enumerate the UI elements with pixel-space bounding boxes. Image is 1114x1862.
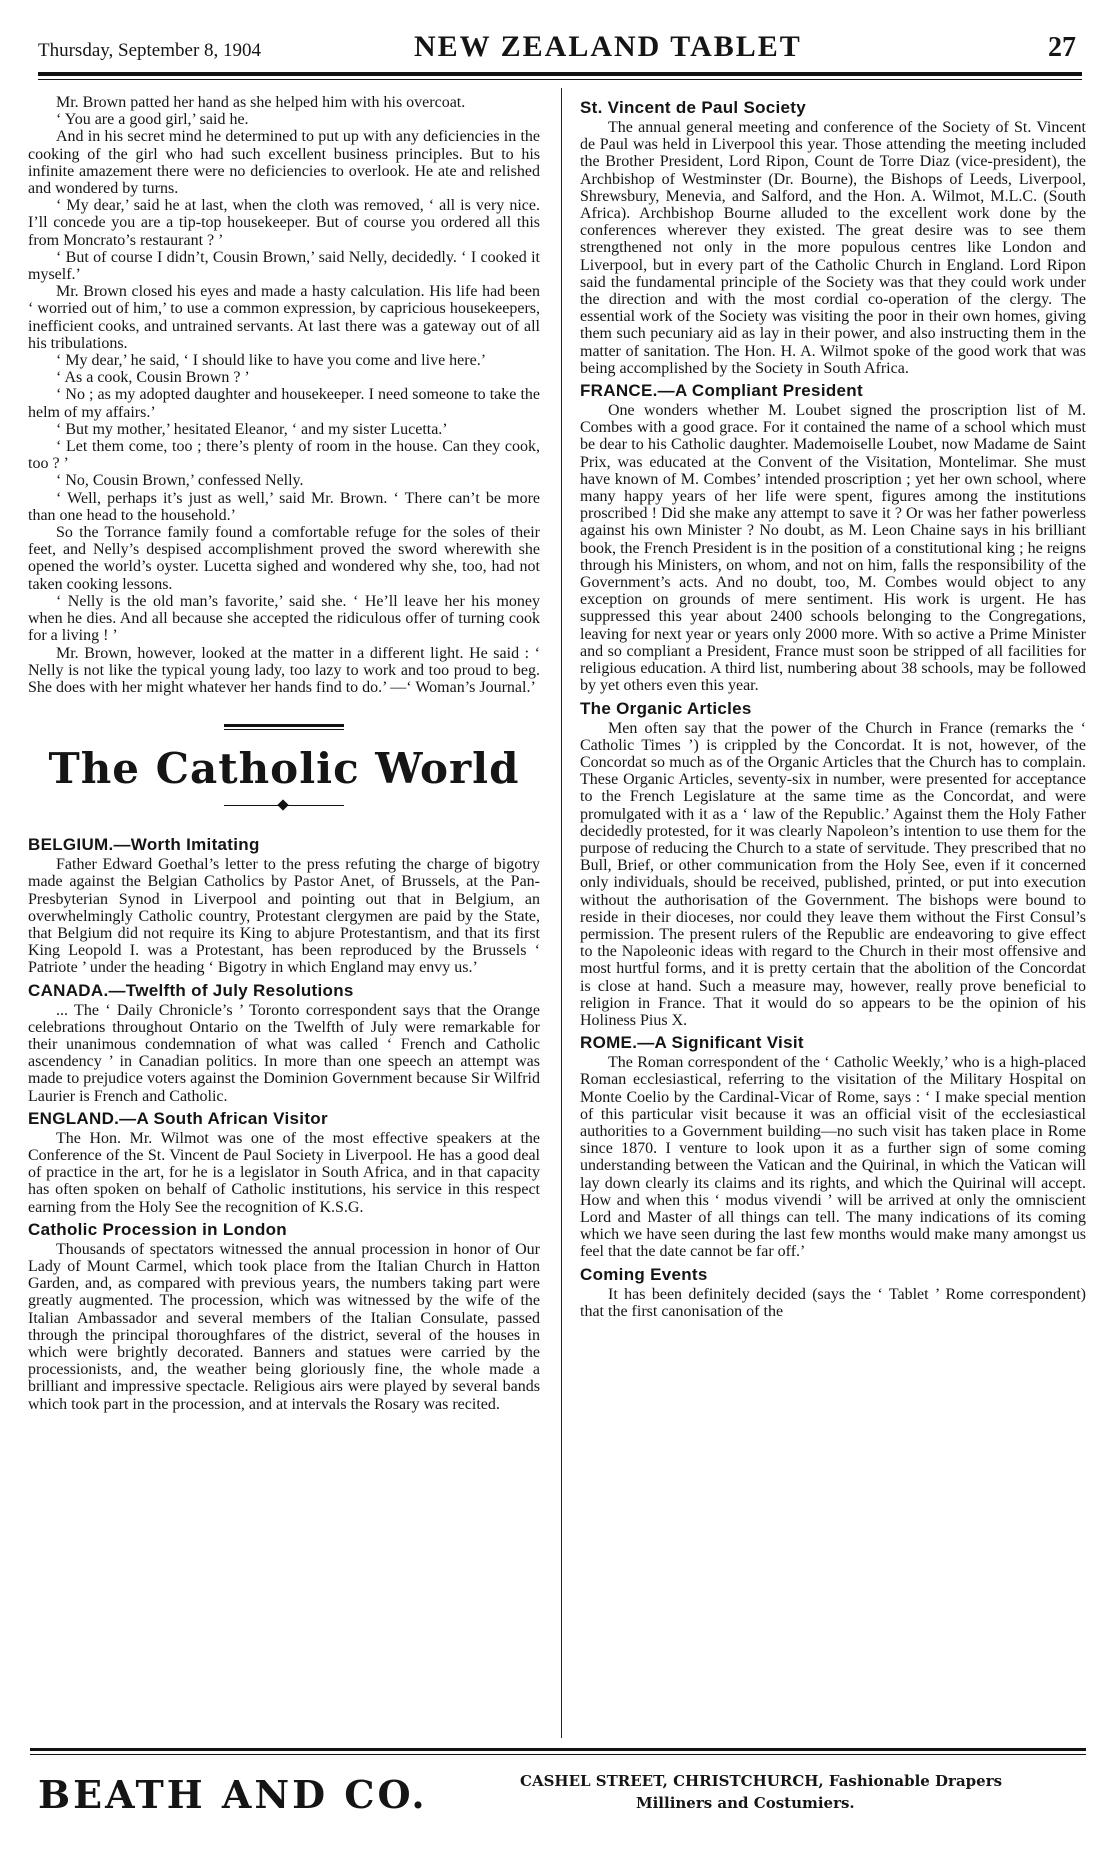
banner-rule [224,724,344,730]
advertiser-name: BEATH AND CO. [38,1772,428,1817]
section-banner [28,724,540,811]
diamond-icon [277,799,288,810]
article-heading-organic: The Organic Articles [580,698,752,718]
story-continuation [28,94,540,696]
advertisement-footer [30,1748,1086,1838]
article-body-rome: The Roman correspondent of the ‘ Catholic Weekly,’ who is a high-placed Roman ecclesiastical, referring to the visitation of the Military Hospital on Monte Coelio by the Cardinal-Vicar of Rome, says : ‘ I make special mention of this particular visit because it was an official visit of the ecclesiastical authorities to a Government building—no such visit has taken place in Rome since 1870. I venture to look upon it as a further sign of some coming understanding between the Vatican and the Quirinal, in which the Vatican will lay down clearly its claims and its rights, and which the Quirinal will accept. How and when this ‘ modus vivendi ’ will be arrived at only the omniscient Lord and Master of all things can tell. The many indications of its coming which we have seen during the last few months would make many amongst us feel that the date cannot be far off.’ [580,1054,1086,1261]
page-header [38,18,1082,80]
ornament-divider [224,801,344,811]
story-paragraph: ‘ No ; as my adopted daughter and housekeeper. I need someone to take the helm of my affairs.’ [28,386,540,421]
story-paragraph: ‘ Nelly is the old man’s favorite,’ said she. ‘ He’ll leave her his money when he dies. And all because she accepted the ridiculous offer of turning cook for a living ! ’ [28,592,540,645]
article-body-svp: The annual general meeting and conference of the Society of St. Vincent de Paul was held in Liverpool this year. Those attending the meeting included the Brother President, Lord Ripon, Count de Torre Diaz (vice-president), the Archbishop of Westminster (Dr. Bourne), the Bishops of Leeds, Liverpool, Shrewsbury, Menevia, and Salford, and the Hon. A. Wilmot, M.L.C. (South Africa). Archbishop Bourne alluded to the excellent work done by the conferences wherever they existed. The great desire was to see them strengthened not only in the more populous centres like London and Liverpool, but in every part of the Catholic Church in England. Lord Ripon said the fundamental principle of the Society was that they could work under the direction and with the most cordial co-operation of the clergy. The essential work of the Society was visiting the poor in their own homes, giving them such pecuniary aid as lay in their power, and also instructing them in the matter of sanitation. The Hon. H. A. Wilmot spoke of the good work that was being accomplished by the Society in South Africa. [580,119,1086,377]
story-paragraph: ‘ My dear,’ said he at last, when the cloth was removed, ‘ all is very nice. I’ll concede you are a tip-top housekeeper. But of course you ordered all this from Moncrato’s restaurant ? ’ [28,197,540,249]
article-heading-svp: St. Vincent de Paul Society [580,98,807,117]
article-body-england: The Hon. Mr. Wilmot was one of the most effective speakers at the Conference of the St. Vincent de Paul Society in Liverpool. He has a good deal of practice in the art, for he is a legislator in South Africa, and in that capacity has often spoken on behalf of Catholic institutions, his service in this respect earning from the Holy See the recognition of K.S.G. [28,1129,540,1216]
issue-date: Thursday, September 8, 1904 [38,40,262,61]
story-paragraph: So the Torrance family found a comfortable refuge for the soles of their feet, and Nelly’s despised accomplishment proved the sword wherewith she opened the world’s oyster. Lucetta sighed and wondered why she, too, had not taken cooking lessons. [28,524,540,593]
story-paragraph: ‘ Let them come, too ; there’s plenty of room in the house. Can they cook, too ? ’ [28,438,540,473]
footer-rule [30,1748,1086,1751]
advertiser-subline: Milliners and Costumiers. [636,1794,855,1812]
article-body-france: One wonders whether M. Loubet signed the proscription list of M. Combes with a good grace. For it contained the name of a school which must be dear to his Catholic daughter. Mademoiselle Loubet, now Madame de Saint Prix, was educated at the Convent of the Visitation, Montelimar. She must have known of M. Combes’ intended proscription ; yet her own school, where many happy years of her life were spent, figures among the institutions proscribed ! Did she make any attempt to save it ? Or was her father powerless against his own Minister ? No doubt, as M. Leon Chaine says in his brilliant book, the French President is in the position of a constitutional king ; he reigns through his Ministers, on whom, and not on him, falls the responsibility of the Government’s acts. And no doubt, too, M. Combes would object to any exception on grounds of mere sentiment. His work is urgent. He has suppressed this year about 2400 schools belonging to the Congregations, leaving for next year or years only 2000 more. With so active a Prime Minister and so compliant a President, France must soon be stripped of all facilities for religious education. A third list, numbering about 38 schools, may be followed by yet others even this year. [580,402,1086,695]
story-paragraph: Mr. Brown patted her hand as she helped him with his overcoat. [56,94,466,111]
header-rule [38,72,1082,76]
story-paragraph: ‘ But my mother,’ hesitated Eleanor, ‘ and my sister Lucetta.’ [56,420,448,438]
story-paragraph: Mr. Brown, however, looked at the matter in a different light. He said : ‘ Nelly is not like the typical young lady, too lazy to work and too proud to beg. She does with her might whatever her hands find to do.’ —‘ Woman’s Journal.’ [28,644,540,696]
article-heading-belgium: BELGIUM.—Worth Imitating [28,835,260,855]
story-paragraph: ‘ You are a good girl,’ said he. [56,111,249,129]
article-body-coming: It has been definitely decided (says the ‘ Tablet ’ Rome correspondent) that the first canonisation of the [580,1285,1086,1320]
story-paragraph: ‘ But of course I didn’t, Cousin Brown,’ said Nelly, decidedly. ‘ I cooked it myself.’ [28,248,540,284]
footer-rule-thin [30,1754,1086,1755]
article-body-canada: ... The ‘ Daily Chronicle’s ’ Toronto correspondent says that the Orange celebrations throughout Ontario on the Twelfth of July were remarkable for their unanimous condemnation of what was called ‘ French and Catholic ascendency ’ in Canadian politics. In more than one speech an attempt was made to prejudice voters against the Dominion Government because Sir Wilfrid Laurier is French and Catholic. [28,1001,540,1105]
right-column [580,94,1086,1320]
story-paragraph: ‘ As a cook, Cousin Brown ? ’ [56,369,250,387]
article-heading-rome: ROME.—A Significant Visit [580,1033,804,1053]
article-body-belgium: Father Edward Goethal’s letter to the press refuting the charge of bigotry made against the Belgian Catholics by Pastor Anet, of Brussels, at the Pan-Presbyterian Synod in Liverpool and pointing out that in Belgium, an overwhelmingly Catholic country, Protestant clergymen are paid by the State, that Belgium did not require its King to abjure Protestantism, and that its first King Leopold I. was a Protestant, has been reproduced by the Brussels ‘ Patriote ’ under the heading ‘ Bigotry in which England may envy us.’ [28,856,540,977]
story-paragraph: Mr. Brown closed his eyes and made a hasty calculation. His life had been ‘ worried out of him,’ to use a common expression, by capricious housekeepers, inefficient cooks, and untrained servants. At last there was a gateway out of all his tribulations. [28,283,540,352]
article-heading-france: FRANCE.—A Compliant President [580,381,863,401]
story-paragraph: And in his secret mind he determined to put up with any deficiencies in the cooking of the girl who had such excellent business principles. But to his infinite amazement there were no deficiencies to overlook. He ate and relished and wondered by turns. [28,128,540,198]
left-column [28,94,540,1413]
story-paragraph: ‘ No, Cousin Brown,’ confessed Nelly. [56,472,304,490]
story-paragraph: ‘ My dear,’ he said, ‘ I should like to have you come and live here.’ [56,352,487,370]
header-rule-thin [38,79,1082,80]
section-title: The Catholic World [48,744,520,794]
article-heading-england: ENGLAND.—A South African Visitor [28,1108,328,1128]
article-body-organic: Men often say that the power of the Church in France (remarks the ‘ Catholic Times ’) is crippled by the Concordat. It is not, however, of the Concordat so much as of the Organic Articles that the Church has to complain. These Organic Articles, seventy-six in number, were presented for acceptance to the French Legislature at the same time as the Concordat, and were promulgated with it as a ‘ law of the Republic.’ Against them the Holy Father decidedly protested, for it was clearly Napoleon’s intention to use them for the purpose of reducing the Church to a state of servitude. They prescribed that no Bull, Brief, or other communication from the Holy See, even if it concerned only individuals, should be received, published, printed, or put into execution without the authorisation of the Government. The bishops were bound to reside in their dioceses, nor could they leave them without the First Consul’s permission. The present rulers of the Republic are endeavoring to give effect to the Napoleonic ideas with regard to the Church in their most offensive and most hurtful forms, and it is pretty certain that the abolition of the Concordat is close at hand. Such a measure may, however, really prove beneficial to religion in France. That it would do so appears to be the opinion of his Holiness Pius X. [580,719,1086,1029]
masthead-title: NEW ZEALAND TABLET [414,30,802,63]
article-heading-procession: Catholic Procession in London [28,1219,287,1239]
article-heading-coming: Coming Events [580,1264,708,1284]
story-paragraph: ‘ Well, perhaps it’s just as well,’ said Mr. Brown. ‘ There can’t be more than one head to the household.’ [28,489,540,524]
article-heading-canada: CANADA.—Twelfth of July Resolutions [28,980,354,1000]
column-divider [561,88,562,1738]
article-body-procession: Thousands of spectators witnessed the annual procession in honor of Our Lady of Mount Carmel, which took place from the Italian Church in Hatton Garden, and, as compared with previous years, the numbers taking part were greatly augmented. The procession, which was witnessed by the wife of the Italian Ambassador and several members of the Italian Consulate, passed through the principal thoroughfares of the district, several of the houses in which were brightly decorated. Banners and statues were carried by the processionists, and, the weather being gloriously fine, the whole made a brilliant and impressive spectacle. Religious airs were played by several bands which took part in the procession, and at intervals the Rosary was recited. [28,1240,540,1413]
advertiser-address: CASHEL STREET, CHRISTCHURCH, Fashionable Drapers [520,1772,1003,1790]
page-number: 27 [1048,32,1076,63]
